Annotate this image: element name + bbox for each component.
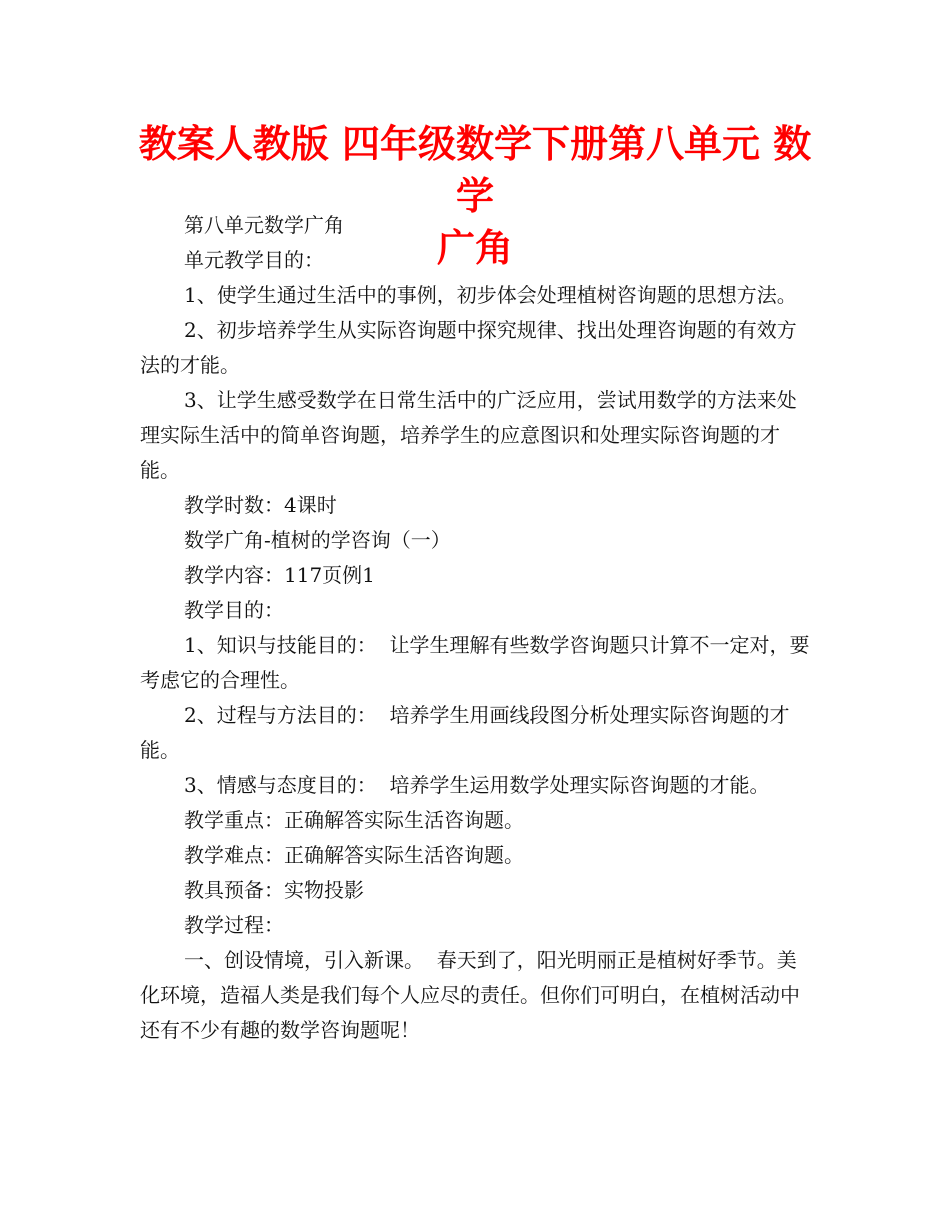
- knowledge-goal: 1、知识与技能目的： 让学生理解有些数学咨询题只计算不一定对，要考虑它的合理性。: [140, 633, 810, 692]
- lesson-title: 数学广角-植树的学咨询（一）: [184, 528, 451, 552]
- title-line-1: 教案人教版 四年级数学下册第八单元 数学: [138, 122, 812, 218]
- unit-goal-2: 2、初步培养学生从实际咨询题中探究规律、找出处理咨询题的有效方法的才能。: [140, 318, 797, 377]
- teaching-key-point: 教学重点：正确解答实际生活咨询题。: [184, 808, 524, 832]
- unit-goals-heading: 单元教学目的：: [184, 248, 324, 272]
- teaching-goals-heading: 教学目的：: [184, 598, 284, 622]
- unit-heading: 第八单元数学广角: [184, 213, 344, 237]
- teaching-process-heading: 教学过程：: [184, 913, 284, 937]
- teaching-content: 教学内容：117页例1: [184, 563, 375, 587]
- document-body: [140, 208, 812, 1048]
- attitude-goal: 3、情感与态度目的： 培养学生运用数学处理实际咨询题的才能。: [184, 773, 770, 797]
- title-line-2: 广角: [436, 226, 513, 270]
- unit-goal-1: 1、使学生通过生活中的事例，初步体会处理植树咨询题的思想方法。: [184, 283, 797, 307]
- process-goal: 2、过程与方法目的： 培养学生用画线段图分析处理实际咨询题的才能。: [140, 703, 790, 762]
- unit-goal-3: 3、让学生感受数学在日常生活中的广泛应用，尝试用数学的方法来处理实际生活中的简单咨询题，培养学生的应意图识和处理实际咨询题的才能。: [140, 388, 797, 482]
- teaching-hours: 教学时数：4课时: [184, 493, 337, 517]
- teaching-difficulty: 教学难点：正确解答实际生活咨询题。: [184, 843, 524, 867]
- intro-section: 一、创设情境，引入新课。 春天到了，阳光明丽正是植树好季节。美化环境，造福人类是我们每个人应尽的责任。但你们可明白，在植树活动中还有不少有趣的数学咨询题呢！: [140, 948, 800, 1042]
- teaching-aids: 教具预备：实物投影: [184, 878, 364, 902]
